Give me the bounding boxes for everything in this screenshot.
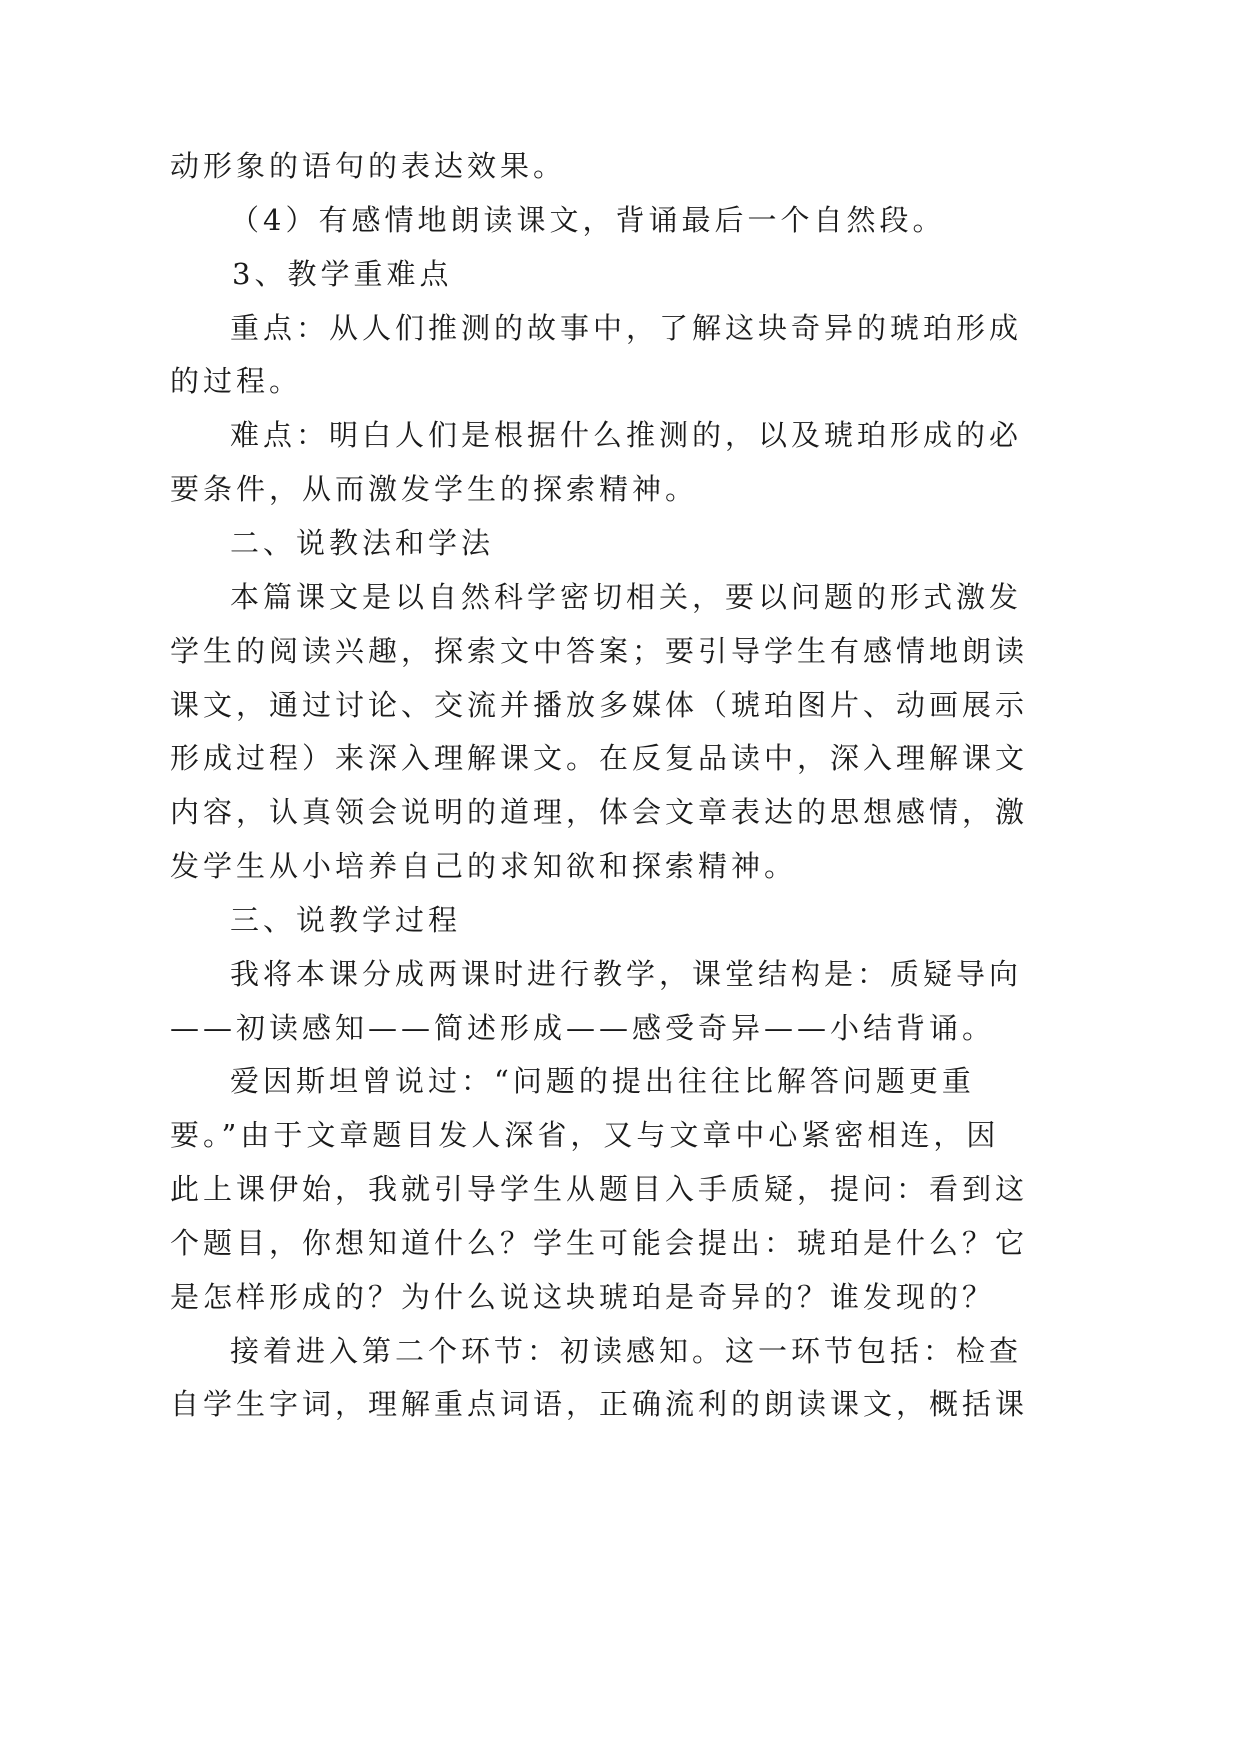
text-line: 接着进入第二个环节：初读感知。这一环节包括：检查 (230, 1334, 1023, 1368)
text-line: 发学生从小培养自己的求知欲和探索精神。 (170, 849, 798, 883)
text-line: 重点：从人们推测的故事中，了解这块奇异的琥珀形成 (230, 311, 1023, 345)
text-line: 要。”由于文章题目发人深省，又与文章中心紧密相连，因 (170, 1118, 1000, 1152)
text-line: 本篇课文是以自然科学密切相关，要以问题的形式激发 (230, 580, 1023, 614)
text-line: 自学生字词，理解重点词语，正确流利的朗读课文，概括课 (170, 1387, 1029, 1421)
section-heading: 二、说教法和学法 (230, 526, 495, 560)
text-line: 爱因斯坦曾说过：“问题的提出往往比解答问题更重 (230, 1064, 975, 1098)
text-line: 的过程。 (170, 364, 303, 398)
text-line: 动形象的语句的表达效果。 (170, 149, 567, 183)
section-heading: 3、教学重难点 (232, 257, 453, 291)
text-line: 课文，通过讨论、交流并播放多媒体（琥珀图片、动画展示 (170, 688, 1029, 722)
section-heading: 三、说教学过程 (230, 903, 462, 937)
text-line: 个题目，你想知道什么？学生可能会提出：琥珀是什么？它 (170, 1226, 1029, 1260)
text-line: 形成过程）来深入理解课文。在反复品读中，深入理解课文 (170, 741, 1029, 775)
text-line: （4）有感情地朗读课文，背诵最后一个自然段。 (230, 203, 946, 237)
text-line: 难点：明白人们是根据什么推测的，以及琥珀形成的必 (230, 418, 1023, 452)
text-line: 学生的阅读兴趣，探索文中答案；要引导学生有感情地朗读 (170, 634, 1029, 668)
text-line: 此上课伊始，我就引导学生从题目入手质疑，提问：看到这 (170, 1172, 1029, 1206)
text-line: 是怎样形成的？为什么说这块琥珀是奇异的？谁发现的？ (170, 1280, 996, 1314)
text-line: 内容，认真领会说明的道理，体会文章表达的思想感情，激 (170, 795, 1029, 829)
text-line: 我将本课分成两课时进行教学，课堂结构是：质疑导向 (230, 957, 1023, 991)
text-line: ——初读感知——简述形成——感受奇异——小结背诵。 (170, 1011, 996, 1045)
text-line: 要条件，从而激发学生的探索精神。 (170, 472, 699, 506)
